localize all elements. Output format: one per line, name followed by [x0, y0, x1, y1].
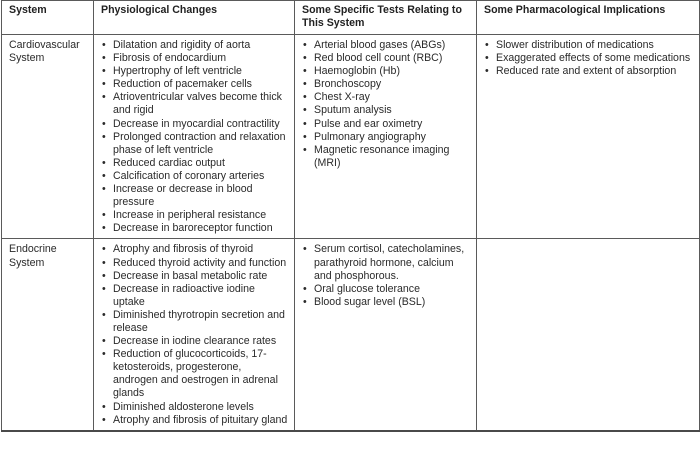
physiological-changes-cell: [94, 35, 295, 239]
header-specific-tests: Some Specific Tests Relating to This System: [295, 1, 477, 35]
list-item-text: Calcification of coronary arteries: [113, 169, 265, 182]
list-item-text: Atrophy and fibrosis of pituitary gland: [113, 413, 288, 426]
bullet-icon: •: [102, 282, 106, 295]
list-item-text: Atrophy and fibrosis of thyroid: [113, 243, 254, 256]
list-item: [101, 257, 288, 270]
list-item: [101, 157, 288, 170]
list-item: [101, 78, 288, 91]
list-item: [302, 131, 470, 144]
list-item: [101, 222, 288, 235]
pharmacological-implications-cell: [477, 239, 700, 431]
list-item-text: Slower distribution of medications: [496, 39, 654, 51]
list-item: [484, 39, 693, 52]
table-row: [2, 239, 700, 431]
system-cell: Endocrine System: [2, 239, 94, 431]
list-item-text: Magnetic resonance imaging (MRI): [314, 143, 450, 169]
list-item-text: Decrease in myocardial contractility: [113, 117, 280, 130]
bullet-icon: •: [102, 169, 106, 182]
system-cell: Cardiovascular System: [2, 35, 94, 239]
header-row: [2, 1, 700, 35]
header-system: System: [2, 1, 94, 35]
list-item-text: Reduction of pacemaker cells: [113, 78, 252, 91]
header-pharmacological-implications: Some Pharmacological Implications: [477, 1, 700, 35]
list-item-text: Arterial blood gases (ABGs): [314, 39, 446, 51]
list-item-text: Reduction of glucocorticoids, 17-ketosteroids, progesterone, androgen and oestrogen in adrenal glands: [113, 348, 278, 400]
bullet-icon: •: [102, 78, 106, 91]
specific-tests-cell: [295, 239, 477, 431]
list-item: [101, 118, 288, 131]
list-item: [302, 52, 470, 65]
bullet-icon: •: [102, 308, 106, 321]
list-item: [101, 52, 288, 65]
list-item-text: Oral glucose tolerance: [314, 282, 420, 295]
bullet-icon: •: [303, 104, 307, 117]
list-item-text: Dilatation and rigidity of aorta: [113, 39, 251, 51]
bullet-icon: •: [303, 143, 307, 156]
list-item-text: Reduced rate and extent of absorption: [496, 65, 677, 78]
bullet-icon: •: [303, 117, 307, 130]
bullet-icon: •: [102, 335, 106, 348]
bullet-icon: •: [303, 65, 307, 78]
implications-list: [484, 39, 693, 78]
list-item-text: Reduced thyroid activity and function: [113, 256, 287, 269]
list-item: [101, 401, 288, 414]
list-item: [101, 209, 288, 222]
changes-list: [101, 243, 288, 426]
list-item-text: Blood sugar level (BSL): [314, 295, 426, 308]
list-item-text: Decrease in baroreceptor function: [113, 222, 273, 235]
bullet-icon: •: [102, 209, 106, 222]
list-item-text: Decrease in basal metabolic rate: [113, 269, 268, 282]
table-row: [2, 35, 700, 239]
list-item: [302, 296, 470, 309]
bullet-icon: •: [485, 39, 489, 51]
list-item: [101, 309, 288, 335]
bullet-icon: •: [303, 91, 307, 104]
bullet-icon: •: [485, 65, 489, 78]
bullet-icon: •: [102, 52, 106, 65]
list-item-text: Pulmonary angiography: [314, 130, 426, 143]
specific-tests-cell: [295, 35, 477, 239]
bullet-icon: •: [102, 256, 106, 269]
list-item-text: Atrioventricular valves become thick and rigid: [113, 91, 282, 117]
list-item-text: Diminished aldosterone levels: [113, 400, 254, 413]
list-item: [302, 65, 470, 78]
bullet-icon: •: [102, 183, 106, 196]
list-item: [302, 104, 470, 117]
list-item: [101, 283, 288, 309]
list-item-text: Bronchoscopy: [314, 78, 382, 91]
list-item: [101, 348, 288, 400]
list-item: [302, 243, 470, 282]
physiological-changes-table: [1, 0, 700, 432]
list-item-text: Sputum analysis: [314, 104, 392, 117]
list-item: [302, 91, 470, 104]
list-item: [302, 78, 470, 91]
list-item-text: Hypertrophy of left ventricle: [113, 65, 242, 78]
bullet-icon: •: [485, 52, 489, 65]
bullet-icon: •: [102, 222, 106, 235]
list-item: [302, 39, 470, 52]
tests-list: [302, 39, 470, 170]
list-item: [101, 270, 288, 283]
list-item: [101, 183, 288, 209]
bullet-icon: •: [303, 130, 307, 143]
bullet-icon: •: [303, 52, 307, 65]
list-item: [302, 118, 470, 131]
list-item: [302, 144, 470, 170]
bullet-icon: •: [102, 269, 106, 282]
bullet-icon: •: [102, 91, 106, 104]
list-item: [101, 131, 288, 157]
header-physiological-changes: Physiological Changes: [94, 1, 295, 35]
list-item-text: Haemoglobin (Hb): [314, 65, 400, 78]
pharmacological-implications-cell: [477, 35, 700, 239]
tests-list: [302, 243, 470, 308]
bullet-icon: •: [102, 39, 106, 51]
bullet-icon: •: [303, 39, 307, 51]
list-item: [101, 39, 288, 52]
list-item: [101, 243, 288, 256]
bullet-icon: •: [102, 65, 106, 78]
list-item: [302, 283, 470, 296]
list-item-text: Fibrosis of endocardium: [113, 52, 227, 65]
list-item-text: Prolonged contraction and relaxation phase of left ventricle: [113, 130, 286, 156]
list-item-text: Decrease in iodine clearance rates: [113, 335, 277, 348]
bullet-icon: •: [303, 282, 307, 295]
bullet-icon: •: [303, 243, 307, 256]
list-item: [101, 170, 288, 183]
list-item-text: Diminished thyrotropin secretion and release: [113, 308, 285, 334]
changes-list: [101, 39, 288, 235]
bullet-icon: •: [102, 348, 106, 361]
list-item-text: Reduced cardiac output: [113, 156, 225, 169]
list-item: [484, 65, 693, 78]
list-item: [484, 52, 693, 65]
list-item: [101, 91, 288, 117]
list-item-text: Decrease in radioactive iodine uptake: [113, 282, 255, 308]
physiological-changes-cell: [94, 239, 295, 431]
bullet-icon: •: [102, 413, 106, 426]
bullet-icon: •: [102, 117, 106, 130]
list-item-text: Exaggerated effects of some medications: [496, 52, 691, 65]
list-item-text: Chest X-ray: [314, 91, 370, 104]
list-item: [101, 65, 288, 78]
list-item-text: Increase or decrease in blood pressure: [113, 183, 253, 209]
bullet-icon: •: [102, 156, 106, 169]
list-item-text: Pulse and ear oximetry: [314, 117, 423, 130]
list-item-text: Increase in peripheral resistance: [113, 209, 267, 222]
bullet-icon: •: [303, 295, 307, 308]
bullet-icon: •: [102, 400, 106, 413]
list-item-text: Serum cortisol, catecholamines, parathyroid hormone, calcium and phosphorous.: [314, 243, 465, 282]
list-item: [101, 414, 288, 427]
list-item: [101, 335, 288, 348]
bullet-icon: •: [303, 78, 307, 91]
list-item-text: Red blood cell count (RBC): [314, 52, 443, 65]
bullet-icon: •: [102, 130, 106, 143]
bullet-icon: •: [102, 243, 106, 256]
